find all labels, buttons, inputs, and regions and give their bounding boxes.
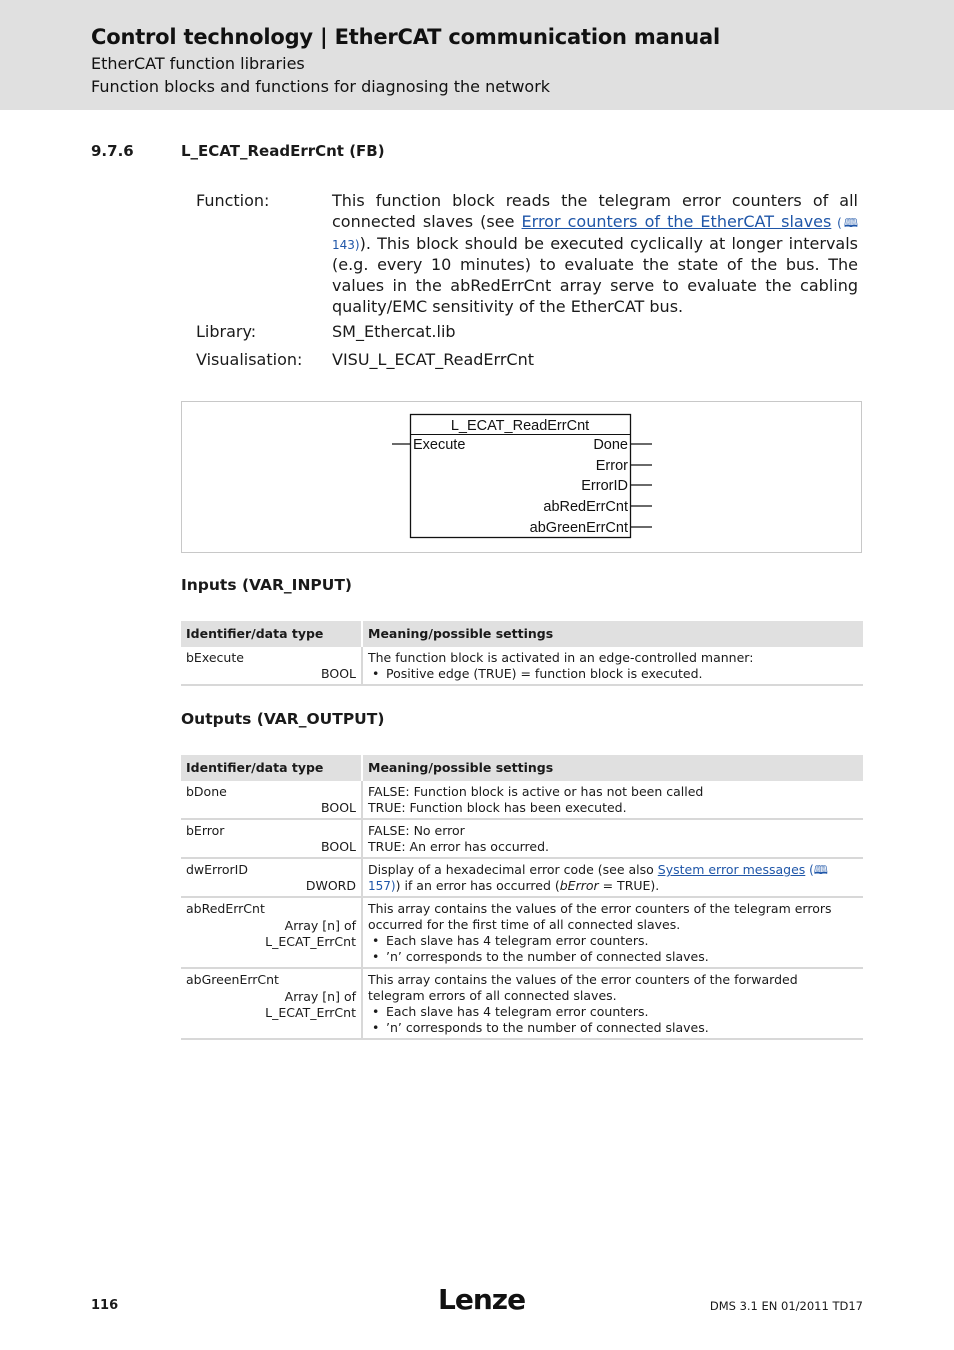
table-row bbox=[181, 858, 863, 897]
function-description bbox=[332, 191, 858, 318]
meaning-cell bbox=[362, 819, 863, 858]
function-text-start: This function block reads the telegram error counters of all connected slaves (see bbox=[332, 191, 858, 231]
subchapter-title: Function blocks and functions for diagnosing the network bbox=[91, 77, 551, 96]
section-title: L_ECAT_ReadErrCnt (FB) bbox=[181, 142, 385, 160]
page-reference[interactable]: (🕮 157) bbox=[368, 863, 828, 893]
identifier-cell bbox=[181, 647, 362, 685]
fb-input-execute: Execute bbox=[413, 437, 466, 453]
chapter-title: EtherCAT function libraries bbox=[91, 54, 305, 73]
identifier-cell bbox=[181, 858, 362, 897]
col-header-identifier: Identifier/data type bbox=[181, 755, 362, 781]
fb-output-errorid: ErrorID bbox=[581, 478, 628, 494]
data-type: BOOL bbox=[321, 666, 356, 681]
inputs-heading: Inputs (VAR_INPUT) bbox=[181, 576, 353, 594]
list-item: • Positive edge (TRUE) = function block is executed. bbox=[368, 666, 858, 682]
meaning-cell bbox=[362, 968, 863, 1039]
page-reference[interactable]: (🕮 143) bbox=[332, 215, 858, 252]
data-type: DWORD bbox=[305, 878, 356, 893]
fb-output-done: Done bbox=[593, 437, 628, 453]
list-item: • Each slave has 4 telegram error counters. bbox=[368, 1004, 858, 1020]
list-item: • Each slave has 4 telegram error counters. bbox=[368, 933, 858, 949]
section-number: 9.7.6 bbox=[91, 142, 134, 160]
identifier-cell bbox=[181, 819, 362, 858]
inputs-table bbox=[181, 621, 863, 686]
manual-title: Control technology | EtherCAT communication manual bbox=[91, 25, 721, 49]
table-row bbox=[181, 647, 863, 685]
outputs-heading: Outputs (VAR_OUTPUT) bbox=[181, 710, 385, 728]
outputs-table bbox=[181, 755, 863, 1040]
list-item: • ’n’ corresponds to the number of connected slaves. bbox=[368, 1020, 858, 1036]
page-number: 116 bbox=[91, 1298, 119, 1313]
list-item: • ’n’ corresponds to the number of connected slaves. bbox=[368, 949, 858, 965]
meaning-text: The function block is activated in an edge-controlled manner: bbox=[368, 650, 754, 665]
table-row bbox=[181, 781, 863, 819]
col-header-meaning: Meaning/possible settings bbox=[362, 621, 863, 647]
table-row bbox=[181, 819, 863, 858]
identifier-cell bbox=[181, 968, 362, 1039]
function-text-end: ). This block should be executed cyclically at longer intervals (e.g. every 10 minutes) to evaluate the state of the bus. The values in the abRedErrCnt array serve to evaluate the cabling quality/EMC sensitivity of the EtherCAT bus. bbox=[332, 233, 858, 316]
identifier-name: dwErrorID bbox=[186, 862, 248, 877]
meaning-cell bbox=[362, 781, 863, 819]
data-type: L_ECAT_ErrCnt bbox=[265, 934, 356, 949]
bullet-list bbox=[368, 1004, 858, 1036]
fb-output-error: Error bbox=[595, 458, 628, 474]
identifier-cell bbox=[181, 897, 362, 968]
table-header-row bbox=[181, 621, 863, 647]
meaning-cell bbox=[362, 897, 863, 968]
library-label: Library: bbox=[196, 322, 257, 341]
bullet-list bbox=[368, 933, 858, 965]
identifier-name: abRedErrCnt bbox=[186, 901, 265, 916]
table-header-row bbox=[181, 755, 863, 781]
data-type: BOOL bbox=[321, 800, 356, 815]
data-type: BOOL bbox=[321, 839, 356, 854]
bullet-list bbox=[368, 666, 858, 682]
data-type: L_ECAT_ErrCnt bbox=[265, 1005, 356, 1020]
fb-output-abgreenerrcnt: abGreenErrCnt bbox=[529, 520, 628, 536]
meaning-cell bbox=[362, 647, 863, 685]
table-row bbox=[181, 897, 863, 968]
function-label: Function: bbox=[196, 191, 270, 210]
col-header-meaning: Meaning/possible settings bbox=[362, 755, 863, 781]
identifier-cell bbox=[181, 781, 362, 819]
document-id: DMS 3.1 EN 01/2011 TD17 bbox=[709, 1299, 863, 1313]
meaning-line: TRUE: An error has occurred. bbox=[368, 839, 549, 854]
function-block-diagram bbox=[388, 410, 658, 542]
meaning-text: This array contains the values of the error counters of the forwarded telegram errors of all connected slaves. bbox=[368, 972, 798, 1003]
page-header bbox=[0, 0, 954, 110]
meaning-line: TRUE: Function block has been executed. bbox=[368, 800, 627, 815]
data-type: Array [n] of bbox=[284, 989, 356, 1004]
fb-name: L_ECAT_ReadErrCnt bbox=[450, 418, 590, 434]
meaning-text: This array contains the values of the error counters of the telegram errors occurred for the first time of all connected slaves. bbox=[368, 901, 832, 932]
identifier-name: bExecute bbox=[186, 650, 244, 665]
system-error-messages-link[interactable]: System error messages bbox=[657, 862, 806, 877]
data-type: Array [n] of bbox=[284, 918, 356, 933]
identifier-name: bDone bbox=[186, 784, 227, 799]
meaning-cell: Display of a hexadecimal error code (see also System error messages (🕮 157)) if an error has occurred (bError = TRUE). bbox=[362, 858, 863, 897]
book-icon: 🕮 bbox=[841, 215, 858, 230]
identifier-name: abGreenErrCnt bbox=[186, 972, 279, 987]
col-header-identifier: Identifier/data type bbox=[181, 621, 362, 647]
fb-output-abrederrcnt: abRedErrCnt bbox=[543, 499, 628, 515]
book-icon: 🕮 bbox=[813, 863, 828, 877]
visualisation-label: Visualisation: bbox=[196, 350, 303, 369]
meaning-line: FALSE: Function block is active or has not been called bbox=[368, 784, 704, 799]
table-row bbox=[181, 968, 863, 1039]
lenze-logo: Lenze bbox=[438, 1283, 526, 1316]
meaning-line: FALSE: No error bbox=[368, 823, 465, 838]
error-counters-link[interactable]: Error counters of the EtherCAT slaves bbox=[521, 211, 832, 231]
visualisation-value: VISU_L_ECAT_ReadErrCnt bbox=[332, 350, 534, 369]
library-value: SM_Ethercat.lib bbox=[332, 322, 456, 341]
identifier-name: bError bbox=[186, 823, 225, 838]
